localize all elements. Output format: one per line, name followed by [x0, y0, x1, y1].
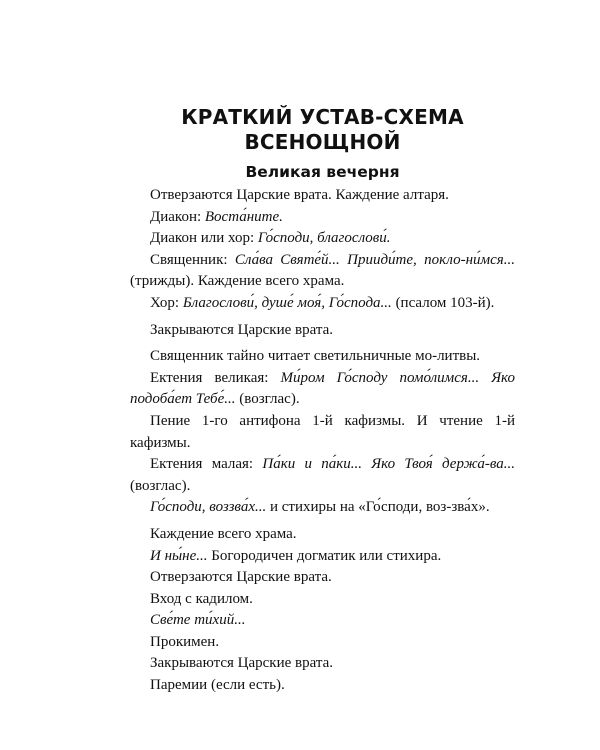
paragraph-text: Ектения великая: [150, 369, 281, 386]
paragraph-text: Закрываются Царские врата. [150, 655, 334, 672]
paragraph-text: (трижды). Каждение всего храма. [130, 273, 345, 290]
paragraph-text: и стихиры на «Го́споди, воз-зва́х». [266, 499, 490, 516]
paragraph-text: Священник: [150, 251, 235, 268]
paragraph-text: (возглас). [130, 477, 191, 494]
title-line-1: КРАТКИЙ УСТАВ-СХЕМА [181, 105, 464, 129]
paragraph-18 [130, 653, 515, 675]
paragraph-text: Вход с кадилом. [150, 590, 253, 607]
paragraph-text: (псалом 103-й). [391, 294, 495, 311]
paragraph-italic: Па́ки и па́ки... Яко Твоя́ держа́-ва... [262, 456, 515, 473]
paragraph-text: Отверзаются Царские врата. [150, 569, 332, 586]
paragraph-10 [130, 454, 515, 497]
paragraph-1 [130, 185, 515, 207]
paragraph-13 [130, 546, 515, 568]
paragraph-italic: Сла́ва Святе́й... Прииди́те, покло-ни́мся... [234, 251, 515, 268]
paragraph-italic: Го́споди, благослови́. [257, 230, 391, 247]
paragraph-7 [130, 346, 515, 368]
paragraph-16 [130, 610, 515, 632]
section-heading: Великая вечерня [245, 163, 400, 181]
paragraph-17 [130, 632, 515, 654]
page-title [130, 105, 515, 155]
paragraph-text: Пение 1-го антифона 1-й кафизмы. И чтение 1-й кафизмы. [130, 412, 515, 451]
paragraph-text: Богородичен догматик или стихира. [207, 547, 442, 564]
title-line-2: ВСЕНОЩНОЙ [244, 130, 401, 154]
paragraph-italic: Воста́ните. [204, 208, 283, 225]
paragraph-text: Хор: [150, 294, 183, 311]
paragraph-8 [130, 368, 515, 411]
paragraph-italic: Ми́ром Го́споду помо́лимся... Яко подоба́ет Тебе́... [130, 369, 515, 408]
paragraph-5 [130, 293, 515, 315]
paragraph-italic: И ны́не... [150, 547, 208, 564]
paragraph-19 [130, 675, 515, 697]
paragraph-text: (возглас). [235, 391, 300, 408]
paragraph-italic: Го́споди, воззва́х... [150, 499, 267, 516]
paragraph-italic: Благослови́, душе́ моя́, Го́спода... [182, 294, 392, 311]
paragraph-text: Священник тайно читает светильничные мо-литвы. [150, 348, 481, 365]
paragraph-6 [130, 320, 515, 342]
paragraph-text: Диакон: [150, 208, 205, 225]
paragraph-italic: Све́те ти́хий... [150, 612, 246, 629]
paragraph-12 [130, 524, 515, 546]
paragraph-11 [130, 497, 515, 519]
paragraph-text: Паремии (если есть). [150, 677, 285, 694]
paragraph-2 [130, 207, 515, 229]
paragraph-text: Закрываются Царские врата. [150, 321, 334, 338]
paragraph-9 [130, 411, 515, 454]
paragraph-text: Ектения малая: [150, 456, 263, 473]
paragraph-text: Прокимен. [150, 633, 220, 650]
paragraph-14 [130, 567, 515, 589]
paragraph-text: Отверзаются Царские врата. Каждение алтаря. [150, 187, 449, 203]
paragraph-text: Диакон или хор: [150, 230, 258, 247]
document-page [130, 105, 515, 697]
paragraph-15 [130, 589, 515, 611]
paragraph-3 [130, 228, 515, 250]
paragraph-text: Каждение всего храма. [150, 525, 297, 542]
paragraph-4 [130, 250, 515, 293]
